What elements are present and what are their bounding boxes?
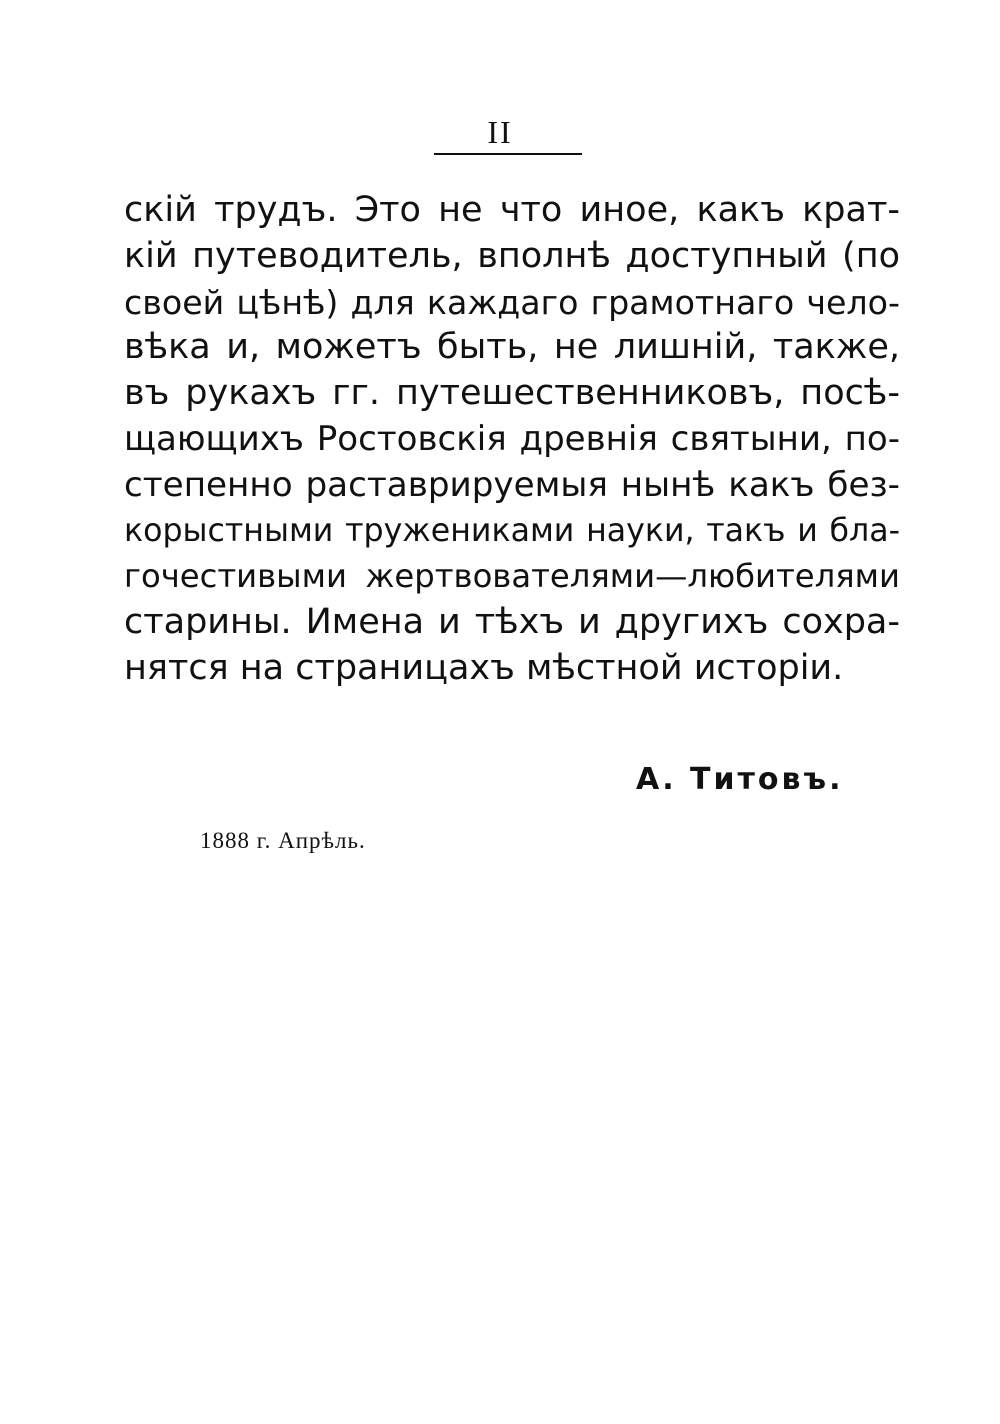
text-line: степенно раставрируемыя нынѣ какъ без- bbox=[124, 464, 900, 505]
text-line: своей цѣнѣ) для каждаго грамотнаго чело- bbox=[124, 282, 900, 322]
body-text bbox=[124, 188, 900, 692]
text-line: старины. Имена и тѣхъ и другихъ сохра- bbox=[124, 602, 900, 643]
text-line: гочестивыми жертвователями—любителями bbox=[124, 557, 900, 596]
author-signature: А. Титовъ. bbox=[636, 762, 844, 797]
date-line: 1888 г. Апрѣль. bbox=[200, 828, 366, 853]
header-rule bbox=[434, 153, 582, 155]
text-line: вѣка и, можетъ быть, не лишній, также, bbox=[124, 327, 900, 368]
text-line: кій путеводитель, вполнѣ доступный (по bbox=[124, 235, 900, 276]
text-line: корыстными тружениками науки, такъ и бла- bbox=[124, 512, 900, 549]
text-line: въ рукахъ гг. путешественниковъ, посѣ- bbox=[124, 373, 900, 414]
text-line: щающихъ Ростовскія древнія святыни, по- bbox=[124, 418, 900, 459]
page-number: II bbox=[487, 114, 513, 150]
text-line: скій трудъ. Это не что иное, какъ крат- bbox=[124, 190, 900, 230]
text-line: нятся на страницахъ мѣстной исторіи. bbox=[124, 647, 844, 688]
